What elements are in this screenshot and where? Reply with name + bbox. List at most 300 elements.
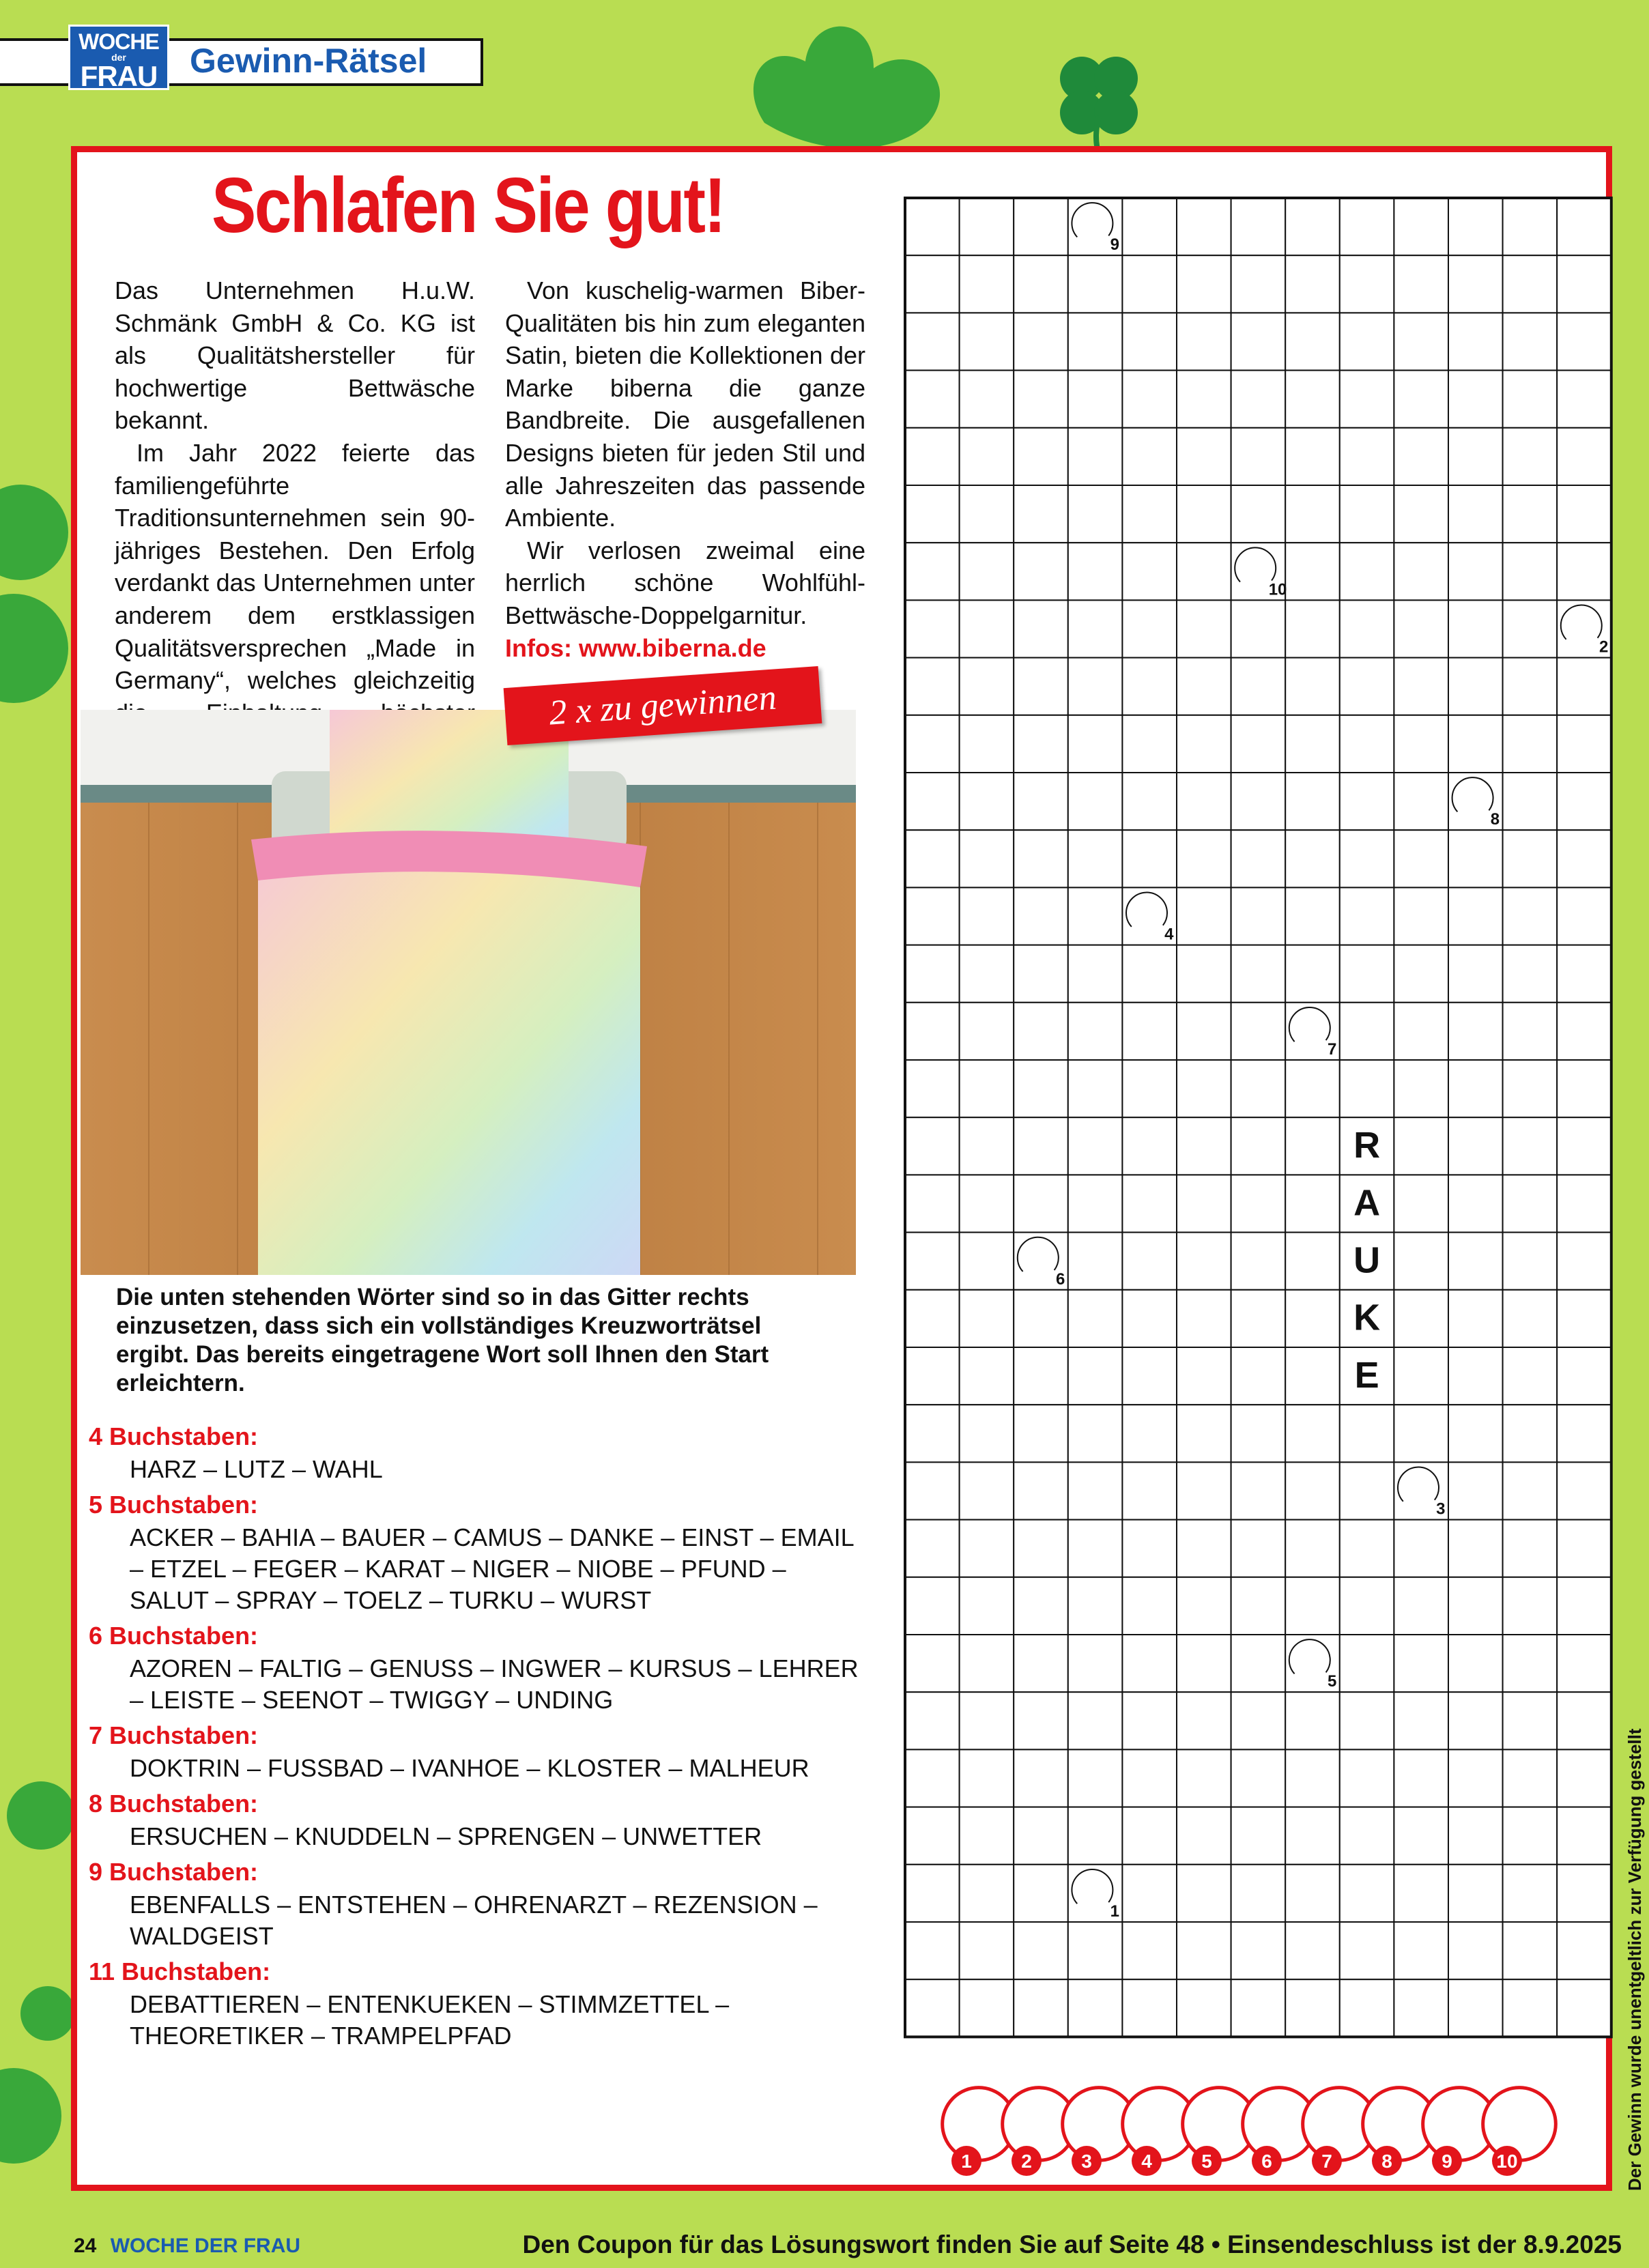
grid-cell[interactable] <box>1448 1807 1503 1865</box>
grid-cell[interactable] <box>1231 1060 1286 1117</box>
grid-cell[interactable] <box>1503 1003 1558 1060</box>
grid-cell[interactable] <box>1285 1117 1340 1175</box>
grid-cell[interactable] <box>1285 543 1340 600</box>
grid-cell[interactable] <box>1503 600 1558 657</box>
grid-cell[interactable] <box>1394 1807 1448 1865</box>
grid-cell[interactable] <box>905 1922 960 1979</box>
grid-cell[interactable] <box>1285 428 1340 485</box>
grid-cell[interactable] <box>1448 1922 1503 1979</box>
grid-cell[interactable] <box>960 1979 1014 2037</box>
grid-cell[interactable] <box>1068 600 1123 657</box>
grid-cell[interactable] <box>1068 658 1123 715</box>
grid-cell[interactable] <box>1394 1979 1448 2037</box>
grid-cell[interactable] <box>1177 1635 1231 1692</box>
grid-cell[interactable] <box>1503 543 1558 600</box>
grid-cell[interactable] <box>1503 1979 1558 2037</box>
grid-cell[interactable] <box>960 1290 1014 1347</box>
grid-cell[interactable] <box>1448 1462 1503 1519</box>
grid-cell[interactable] <box>1231 1865 1286 1922</box>
grid-cell[interactable] <box>905 715 960 773</box>
grid-cell[interactable] <box>1014 887 1068 945</box>
grid-cell[interactable] <box>1122 198 1177 255</box>
grid-cell[interactable] <box>1448 945 1503 1003</box>
grid-cell[interactable] <box>905 1520 960 1577</box>
grid-cell[interactable] <box>905 600 960 657</box>
grid-cell[interactable] <box>1014 1060 1068 1117</box>
grid-cell[interactable] <box>1122 1405 1177 1462</box>
grid-cell[interactable] <box>1122 1233 1177 1290</box>
grid-cell[interactable] <box>1231 1462 1286 1519</box>
grid-cell[interactable] <box>1122 313 1177 370</box>
grid-cell[interactable] <box>1557 485 1611 543</box>
grid-cell[interactable] <box>1231 600 1286 657</box>
grid-cell[interactable] <box>960 1462 1014 1519</box>
grid-cell[interactable] <box>960 1117 1014 1175</box>
grid-cell[interactable] <box>1177 198 1231 255</box>
grid-cell[interactable] <box>1068 945 1123 1003</box>
grid-cell[interactable] <box>1503 1347 1558 1405</box>
grid-cell[interactable] <box>1285 485 1340 543</box>
grid-cell[interactable] <box>1014 1577 1068 1635</box>
grid-cell[interactable] <box>1177 543 1231 600</box>
grid-cell[interactable] <box>1503 313 1558 370</box>
grid-cell[interactable] <box>1068 485 1123 543</box>
grid-cell[interactable] <box>960 1233 1014 1290</box>
grid-cell[interactable] <box>1448 658 1503 715</box>
grid-cell[interactable] <box>1340 1922 1394 1979</box>
grid-cell[interactable] <box>1285 715 1340 773</box>
grid-cell[interactable] <box>1122 1807 1177 1865</box>
grid-cell[interactable] <box>1557 658 1611 715</box>
grid-cell[interactable] <box>1285 1979 1340 2037</box>
grid-cell[interactable] <box>1122 1290 1177 1347</box>
grid-cell[interactable] <box>1122 1117 1177 1175</box>
grid-cell[interactable] <box>905 1003 960 1060</box>
grid-cell[interactable] <box>1448 1577 1503 1635</box>
grid-cell[interactable] <box>1177 1233 1231 1290</box>
grid-cell[interactable] <box>1503 830 1558 887</box>
grid-cell[interactable] <box>1014 1807 1068 1865</box>
grid-cell[interactable] <box>905 1577 960 1635</box>
grid-cell[interactable] <box>1014 1865 1068 1922</box>
grid-cell[interactable] <box>1122 600 1177 657</box>
grid-cell[interactable] <box>1231 1922 1286 1979</box>
grid-cell[interactable] <box>1122 1749 1177 1807</box>
grid-cell[interactable] <box>960 1003 1014 1060</box>
grid-cell[interactable] <box>1394 198 1448 255</box>
grid-cell[interactable] <box>1177 658 1231 715</box>
grid-cell[interactable] <box>1340 255 1394 313</box>
grid-cell[interactable] <box>1285 1290 1340 1347</box>
grid-cell[interactable] <box>960 1807 1014 1865</box>
grid-cell[interactable] <box>1448 1233 1503 1290</box>
grid-cell[interactable] <box>905 371 960 428</box>
grid-cell[interactable] <box>1068 1233 1123 1290</box>
grid-cell[interactable] <box>960 1635 1014 1692</box>
grid-cell[interactable] <box>1285 1807 1340 1865</box>
grid-cell[interactable] <box>1068 1577 1123 1635</box>
grid-cell[interactable] <box>1068 428 1123 485</box>
grid-cell[interactable] <box>1448 600 1503 657</box>
grid-cell[interactable] <box>1557 1979 1611 2037</box>
grid-cell[interactable] <box>960 1175 1014 1232</box>
grid-cell[interactable] <box>1340 887 1394 945</box>
grid-cell[interactable] <box>1340 485 1394 543</box>
grid-cell[interactable] <box>1285 600 1340 657</box>
grid-cell[interactable] <box>1285 1692 1340 1749</box>
grid-cell[interactable] <box>1068 1635 1123 1692</box>
grid-cell[interactable] <box>1394 255 1448 313</box>
crossword-grid[interactable] <box>891 192 1609 2048</box>
grid-cell[interactable] <box>1068 1692 1123 1749</box>
grid-cell[interactable] <box>905 485 960 543</box>
grid-cell[interactable] <box>1503 945 1558 1003</box>
grid-cell[interactable] <box>1231 887 1286 945</box>
grid-cell[interactable] <box>1068 1290 1123 1347</box>
grid-cell[interactable] <box>1177 715 1231 773</box>
grid-cell[interactable] <box>1503 1520 1558 1577</box>
grid-cell[interactable] <box>1503 1577 1558 1635</box>
grid-cell[interactable] <box>1177 371 1231 428</box>
grid-cell[interactable] <box>1122 1060 1177 1117</box>
grid-cell[interactable] <box>960 485 1014 543</box>
grid-cell[interactable] <box>1448 715 1503 773</box>
grid-cell[interactable] <box>1557 1865 1611 1922</box>
grid-cell[interactable] <box>1448 1749 1503 1807</box>
grid-cell[interactable] <box>1557 313 1611 370</box>
grid-cell[interactable] <box>1231 1117 1286 1175</box>
grid-cell[interactable] <box>1340 313 1394 370</box>
grid-cell[interactable] <box>905 1233 960 1290</box>
grid-cell[interactable] <box>905 198 960 255</box>
grid-cell[interactable] <box>1340 543 1394 600</box>
grid-cell[interactable] <box>1340 428 1394 485</box>
grid-cell[interactable] <box>1231 1175 1286 1232</box>
grid-cell[interactable] <box>1122 428 1177 485</box>
infos-link[interactable]: Infos: www.biberna.de <box>505 633 766 662</box>
grid-cell[interactable] <box>1231 1003 1286 1060</box>
grid-cell[interactable] <box>960 255 1014 313</box>
grid-cell[interactable] <box>1394 1692 1448 1749</box>
grid-cell[interactable] <box>1122 1003 1177 1060</box>
grid-cell[interactable] <box>1068 715 1123 773</box>
grid-cell[interactable] <box>1394 715 1448 773</box>
grid-cell[interactable] <box>1014 1749 1068 1807</box>
grid-cell[interactable] <box>960 313 1014 370</box>
grid-cell[interactable] <box>1394 1635 1448 1692</box>
grid-cell[interactable] <box>1503 1807 1558 1865</box>
grid-cell[interactable] <box>1068 543 1123 600</box>
grid-cell[interactable] <box>960 773 1014 830</box>
grid-cell[interactable] <box>1503 428 1558 485</box>
grid-cell[interactable] <box>960 658 1014 715</box>
grid-cell[interactable] <box>1285 1175 1340 1232</box>
grid-cell[interactable] <box>905 313 960 370</box>
grid-cell[interactable] <box>1394 428 1448 485</box>
grid-cell[interactable] <box>1557 1462 1611 1519</box>
grid-cell[interactable] <box>1177 1749 1231 1807</box>
grid-cell[interactable] <box>1394 313 1448 370</box>
grid-cell[interactable] <box>1503 198 1558 255</box>
grid-cell[interactable] <box>1285 830 1340 887</box>
grid-cell[interactable] <box>1122 1175 1177 1232</box>
grid-cell[interactable] <box>1177 1692 1231 1749</box>
grid-cell[interactable] <box>1557 1117 1611 1175</box>
grid-cell[interactable] <box>1340 715 1394 773</box>
grid-cell[interactable] <box>960 371 1014 428</box>
grid-cell[interactable] <box>1503 1865 1558 1922</box>
grid-cell[interactable] <box>1122 1520 1177 1577</box>
grid-cell[interactable] <box>1014 1979 1068 2037</box>
grid-cell[interactable] <box>905 1692 960 1749</box>
grid-cell[interactable] <box>1122 1979 1177 2037</box>
grid-cell[interactable] <box>1448 1865 1503 1922</box>
grid-cell[interactable] <box>905 1979 960 2037</box>
grid-cell[interactable] <box>1177 945 1231 1003</box>
grid-cell[interactable] <box>1177 773 1231 830</box>
grid-cell[interactable] <box>1177 1060 1231 1117</box>
grid-cell[interactable] <box>1557 1807 1611 1865</box>
grid-cell[interactable] <box>960 715 1014 773</box>
grid-cell[interactable] <box>1014 198 1068 255</box>
grid-cell[interactable] <box>1503 255 1558 313</box>
grid-cell[interactable] <box>1285 1749 1340 1807</box>
grid-cell[interactable] <box>1122 1347 1177 1405</box>
grid-cell[interactable] <box>1068 1922 1123 1979</box>
grid-cell[interactable] <box>905 1117 960 1175</box>
grid-cell[interactable] <box>1177 1865 1231 1922</box>
grid-cell[interactable] <box>1394 485 1448 543</box>
grid-cell[interactable] <box>1177 1979 1231 2037</box>
grid-cell[interactable] <box>1340 1749 1394 1807</box>
grid-cell[interactable] <box>1503 1233 1558 1290</box>
grid-cell[interactable] <box>1068 1807 1123 1865</box>
grid-cell[interactable] <box>1231 715 1286 773</box>
grid-cell[interactable] <box>1394 1520 1448 1577</box>
grid-cell[interactable] <box>1340 1807 1394 1865</box>
grid-cell[interactable] <box>905 1807 960 1865</box>
grid-cell[interactable] <box>1177 1922 1231 1979</box>
grid-cell[interactable] <box>1557 255 1611 313</box>
grid-cell[interactable] <box>1014 1405 1068 1462</box>
grid-cell[interactable] <box>1557 1347 1611 1405</box>
grid-cell[interactable] <box>1014 485 1068 543</box>
grid-cell[interactable] <box>1231 1692 1286 1749</box>
grid-cell[interactable] <box>1394 1233 1448 1290</box>
grid-cell[interactable] <box>1231 485 1286 543</box>
grid-cell[interactable] <box>1448 1692 1503 1749</box>
grid-cell[interactable] <box>1177 313 1231 370</box>
grid-cell[interactable] <box>1448 1979 1503 2037</box>
grid-cell[interactable] <box>1231 198 1286 255</box>
grid-cell[interactable] <box>960 543 1014 600</box>
grid-cell[interactable] <box>1285 1865 1340 1922</box>
grid-cell[interactable] <box>905 1405 960 1462</box>
grid-cell[interactable] <box>1122 945 1177 1003</box>
grid-cell[interactable] <box>1014 715 1068 773</box>
grid-cell[interactable] <box>1503 1117 1558 1175</box>
grid-cell[interactable] <box>1285 1922 1340 1979</box>
grid-cell[interactable] <box>1503 1692 1558 1749</box>
grid-cell[interactable] <box>1014 1635 1068 1692</box>
grid-cell[interactable] <box>1014 773 1068 830</box>
grid-cell[interactable] <box>1394 1749 1448 1807</box>
grid-cell[interactable] <box>960 1865 1014 1922</box>
grid-cell[interactable] <box>1557 198 1611 255</box>
grid-cell[interactable] <box>1340 1692 1394 1749</box>
grid-cell[interactable] <box>1122 830 1177 887</box>
grid-cell[interactable] <box>1340 198 1394 255</box>
grid-cell[interactable] <box>1068 1003 1123 1060</box>
grid-cell[interactable] <box>1557 830 1611 887</box>
grid-cell[interactable] <box>1122 1865 1177 1922</box>
grid-cell[interactable] <box>1231 1290 1286 1347</box>
grid-cell[interactable] <box>1122 715 1177 773</box>
grid-cell[interactable] <box>1340 600 1394 657</box>
grid-cell[interactable] <box>1285 1577 1340 1635</box>
grid-cell[interactable] <box>1068 1060 1123 1117</box>
grid-cell[interactable] <box>1340 1520 1394 1577</box>
grid-cell[interactable] <box>1448 1405 1503 1462</box>
grid-cell[interactable] <box>1231 658 1286 715</box>
grid-cell[interactable] <box>905 830 960 887</box>
grid-cell[interactable] <box>1068 1405 1123 1462</box>
grid-cell[interactable] <box>905 1462 960 1519</box>
grid-cell[interactable] <box>960 600 1014 657</box>
grid-cell[interactable] <box>905 887 960 945</box>
grid-cell[interactable] <box>1177 1807 1231 1865</box>
grid-cell[interactable] <box>1231 371 1286 428</box>
grid-cell[interactable] <box>1231 255 1286 313</box>
grid-cell[interactable] <box>1122 371 1177 428</box>
grid-cell[interactable] <box>1285 887 1340 945</box>
grid-cell[interactable] <box>1340 1865 1394 1922</box>
grid-cell[interactable] <box>1014 1462 1068 1519</box>
grid-cell[interactable] <box>1177 1117 1231 1175</box>
grid-cell[interactable] <box>1122 485 1177 543</box>
grid-cell[interactable] <box>905 543 960 600</box>
grid-cell[interactable] <box>1285 1405 1340 1462</box>
grid-cell[interactable] <box>1122 773 1177 830</box>
grid-cell[interactable] <box>1394 1865 1448 1922</box>
grid-cell[interactable] <box>1557 715 1611 773</box>
grid-cell[interactable] <box>1231 773 1286 830</box>
grid-cell[interactable] <box>960 198 1014 255</box>
grid-cell[interactable] <box>1014 945 1068 1003</box>
grid-cell[interactable] <box>1014 600 1068 657</box>
grid-cell[interactable] <box>1014 1520 1068 1577</box>
grid-cell[interactable] <box>1394 1577 1448 1635</box>
grid-cell[interactable] <box>1014 658 1068 715</box>
grid-cell[interactable] <box>1285 255 1340 313</box>
grid-cell[interactable] <box>1340 1405 1394 1462</box>
grid-cell[interactable] <box>1340 1635 1394 1692</box>
grid-cell[interactable] <box>1394 600 1448 657</box>
grid-cell[interactable] <box>1448 485 1503 543</box>
grid-cell[interactable] <box>1340 1462 1394 1519</box>
grid-cell[interactable] <box>905 1175 960 1232</box>
grid-cell[interactable] <box>1285 1060 1340 1117</box>
grid-cell[interactable] <box>1394 1117 1448 1175</box>
grid-cell[interactable] <box>1014 1692 1068 1749</box>
grid-cell[interactable] <box>1014 830 1068 887</box>
grid-cell[interactable] <box>1231 1577 1286 1635</box>
grid-cell[interactable] <box>1448 1520 1503 1577</box>
grid-cell[interactable] <box>1340 945 1394 1003</box>
grid-cell[interactable] <box>1503 371 1558 428</box>
grid-cell[interactable] <box>1340 1979 1394 2037</box>
grid-cell[interactable] <box>1177 428 1231 485</box>
grid-cell[interactable] <box>1503 658 1558 715</box>
grid-cell[interactable] <box>1177 1290 1231 1347</box>
grid-cell[interactable] <box>1231 313 1286 370</box>
grid-cell[interactable] <box>1231 428 1286 485</box>
grid-cell[interactable] <box>1122 1462 1177 1519</box>
grid-cell[interactable] <box>1394 1922 1448 1979</box>
grid-cell[interactable] <box>1231 1749 1286 1807</box>
grid-cell[interactable] <box>1557 1290 1611 1347</box>
grid-cell[interactable] <box>1394 1405 1448 1462</box>
solution-circle[interactable] <box>1483 2088 1556 2161</box>
grid-cell[interactable] <box>905 255 960 313</box>
grid-cell[interactable] <box>1448 1347 1503 1405</box>
grid-cell[interactable] <box>1503 1635 1558 1692</box>
grid-cell[interactable] <box>1177 255 1231 313</box>
grid-cell[interactable] <box>1285 945 1340 1003</box>
grid-cell[interactable] <box>1557 371 1611 428</box>
grid-cell[interactable] <box>960 830 1014 887</box>
grid-cell[interactable] <box>1068 255 1123 313</box>
grid-cell[interactable] <box>1557 773 1611 830</box>
grid-cell[interactable] <box>1557 1060 1611 1117</box>
grid-cell[interactable] <box>1557 543 1611 600</box>
grid-cell[interactable] <box>960 428 1014 485</box>
grid-cell[interactable] <box>1122 543 1177 600</box>
grid-cell[interactable] <box>1557 945 1611 1003</box>
grid-cell[interactable] <box>1285 773 1340 830</box>
grid-cell[interactable] <box>1177 600 1231 657</box>
grid-cell[interactable] <box>1014 1003 1068 1060</box>
grid-cell[interactable] <box>1394 1003 1448 1060</box>
grid-cell[interactable] <box>1014 371 1068 428</box>
grid-cell[interactable] <box>1177 485 1231 543</box>
grid-cell[interactable] <box>1448 1060 1503 1117</box>
grid-cell[interactable] <box>1394 371 1448 428</box>
grid-cell[interactable] <box>1557 1003 1611 1060</box>
grid-cell[interactable] <box>1068 313 1123 370</box>
grid-cell[interactable] <box>1068 371 1123 428</box>
grid-cell[interactable] <box>1177 887 1231 945</box>
grid-cell[interactable] <box>1394 1175 1448 1232</box>
grid-cell[interactable] <box>1557 1692 1611 1749</box>
grid-cell[interactable] <box>1177 1405 1231 1462</box>
grid-cell[interactable] <box>1557 1635 1611 1692</box>
grid-cell[interactable] <box>1231 945 1286 1003</box>
grid-cell[interactable] <box>1122 1692 1177 1749</box>
grid-cell[interactable] <box>1177 830 1231 887</box>
grid-cell[interactable] <box>1557 1175 1611 1232</box>
grid-cell[interactable] <box>1014 1117 1068 1175</box>
grid-cell[interactable] <box>1068 830 1123 887</box>
grid-cell[interactable] <box>1122 1922 1177 1979</box>
grid-cell[interactable] <box>1014 543 1068 600</box>
grid-cell[interactable] <box>1557 1922 1611 1979</box>
grid-cell[interactable] <box>960 887 1014 945</box>
grid-cell[interactable] <box>1503 1405 1558 1462</box>
grid-cell[interactable] <box>1340 658 1394 715</box>
grid-cell[interactable] <box>1557 1405 1611 1462</box>
grid-cell[interactable] <box>1285 1233 1340 1290</box>
